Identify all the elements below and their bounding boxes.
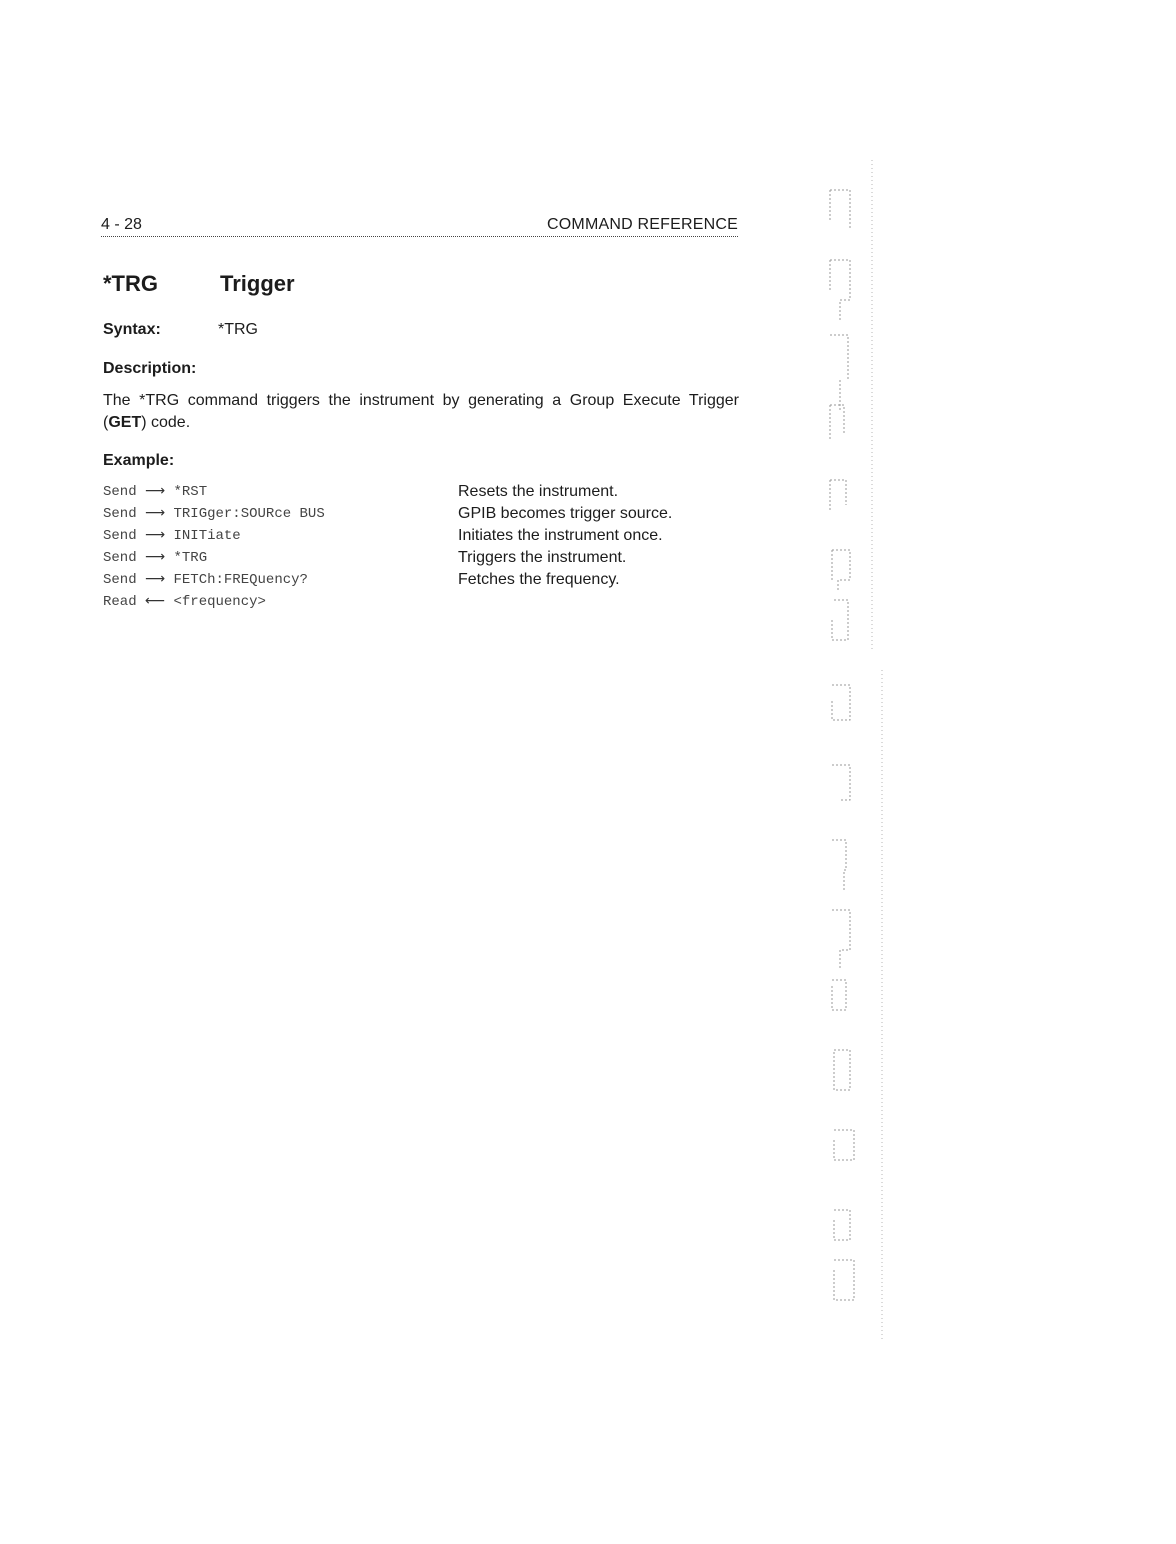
- example-note: Triggers the instrument.: [458, 549, 627, 566]
- arrow-right-icon: ⟶: [145, 527, 166, 543]
- example-command-text: *RST: [173, 484, 208, 500]
- example-command: [103, 571, 308, 588]
- example-command: [103, 527, 241, 544]
- example-verb: Send: [103, 528, 137, 544]
- command-title: [103, 271, 295, 297]
- binding-edge-marks: [820, 150, 900, 1350]
- example-note: Initiates the instrument once.: [458, 527, 663, 544]
- example-verb: Send: [103, 572, 137, 588]
- example-command: [103, 549, 207, 566]
- syntax-label: Syntax:: [103, 321, 161, 338]
- example-verb: Send: [103, 506, 137, 522]
- example-command-text: *TRG: [173, 550, 208, 566]
- example-note: Fetches the frequency.: [458, 571, 620, 588]
- description-heading: Description:: [103, 360, 197, 377]
- command-description-title: Trigger: [220, 271, 295, 296]
- section-title: COMMAND REFERENCE: [547, 216, 738, 233]
- arrow-right-icon: ⟶: [145, 483, 166, 499]
- example-command: [103, 505, 325, 522]
- example-command-text: TRIGger:SOURce BUS: [173, 506, 325, 522]
- example-command: [103, 593, 266, 610]
- example-verb: Read: [103, 594, 137, 610]
- example-note: GPIB becomes trigger source.: [458, 505, 673, 522]
- page-number: 4 - 28: [101, 216, 142, 233]
- arrow-right-icon: ⟶: [145, 571, 166, 587]
- syntax-line: [103, 321, 258, 339]
- description-text-bold: GET: [108, 414, 142, 431]
- example-verb: Send: [103, 550, 137, 566]
- command-name: *TRG: [103, 271, 158, 296]
- description-paragraph: [103, 390, 739, 434]
- page-header: [101, 212, 738, 237]
- arrow-right-icon: ⟶: [145, 505, 166, 521]
- example-command-text: FETCh:FREQuency?: [173, 572, 308, 588]
- example-command: [103, 483, 207, 500]
- description-text-end: ) code.: [141, 414, 191, 431]
- arrow-right-icon: ⟶: [145, 549, 166, 565]
- example-command-text: INITiate: [173, 528, 241, 544]
- example-verb: Send: [103, 484, 137, 500]
- arrow-left-icon: ⟵: [145, 593, 166, 609]
- example-heading: Example:: [103, 452, 175, 469]
- syntax-value: *TRG: [218, 321, 258, 338]
- description-text-start: The *TRG command triggers the instrument by generating a Group Execute Trigger (: [103, 392, 739, 431]
- example-note: Resets the instrument.: [458, 483, 619, 500]
- example-command-text: <frequency>: [173, 594, 266, 610]
